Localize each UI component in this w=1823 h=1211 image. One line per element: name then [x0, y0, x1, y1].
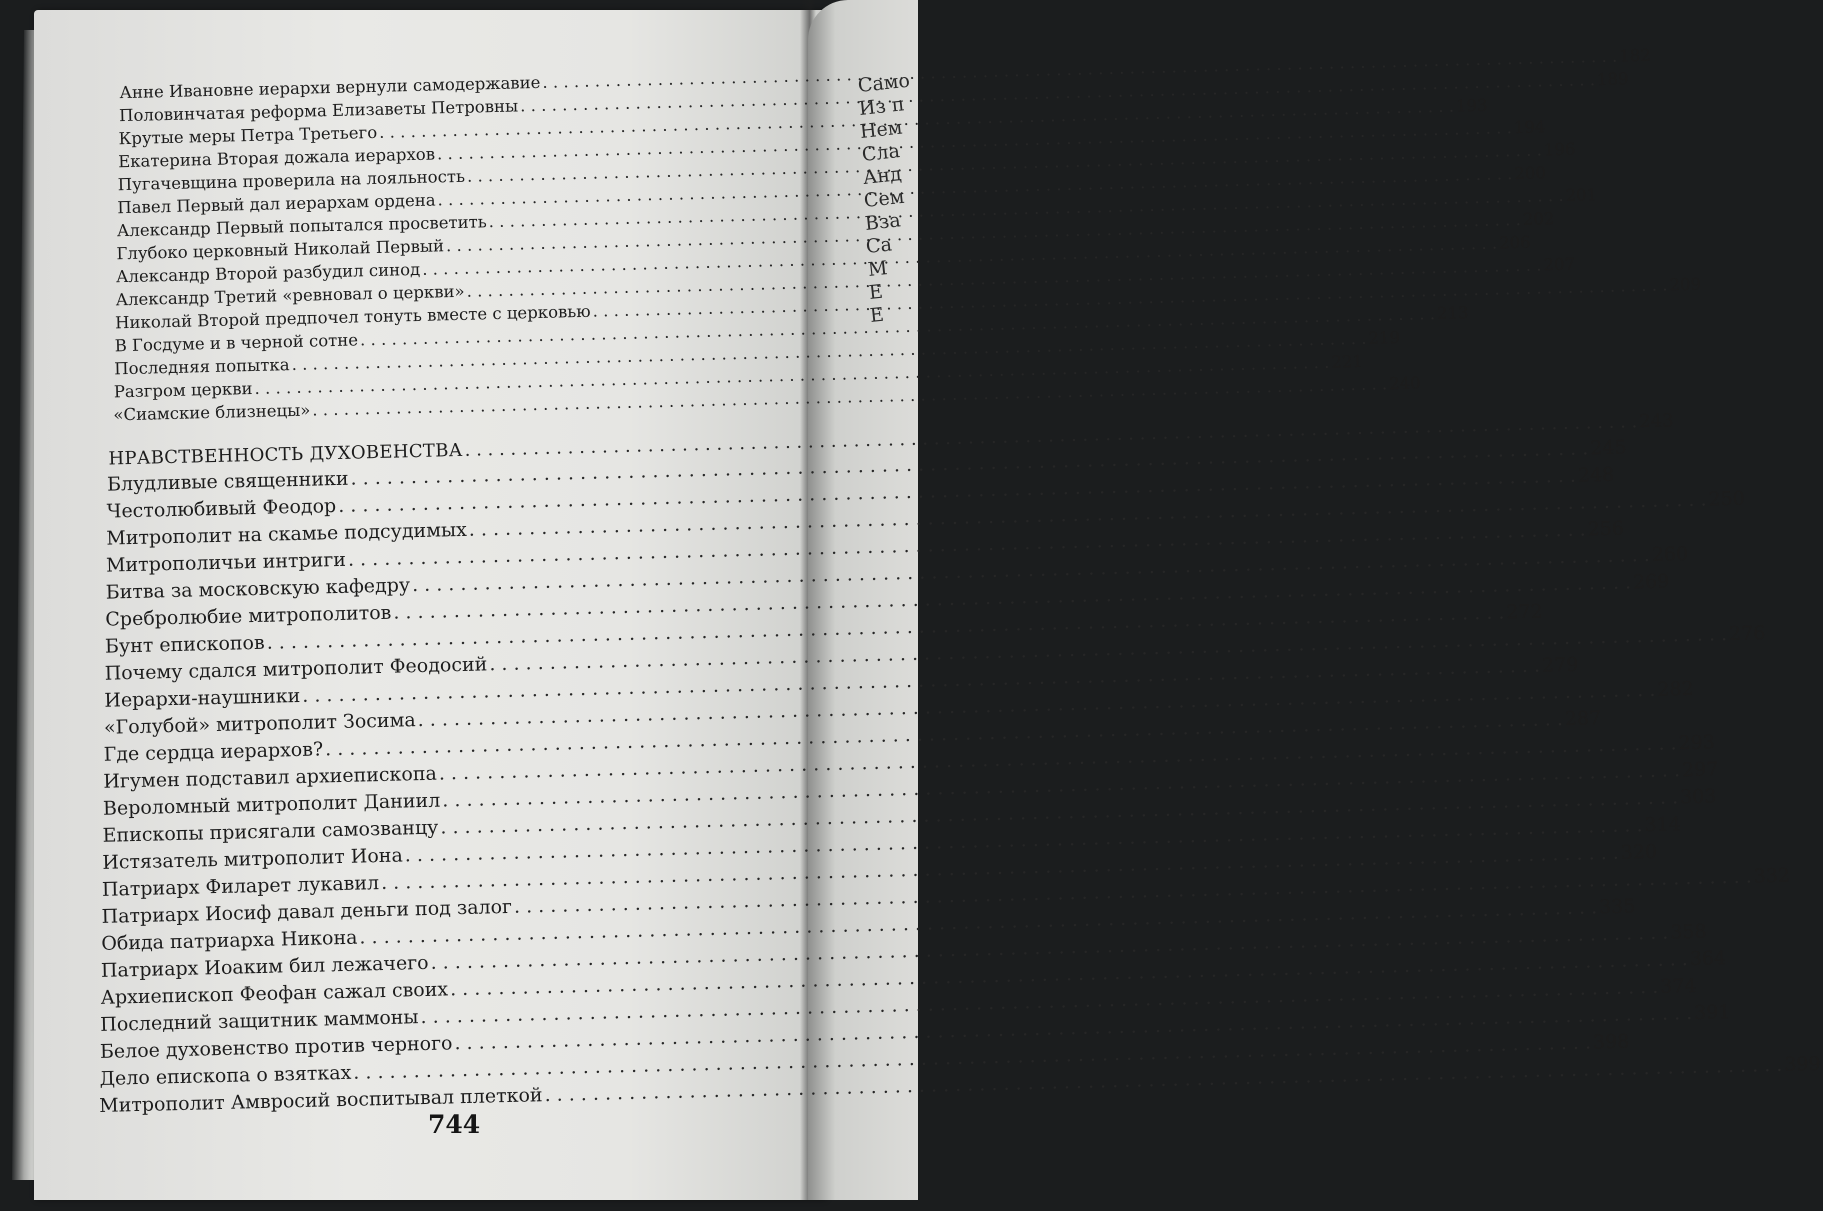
facing-page-fragment: Е [868, 303, 885, 327]
page-number: 744 [428, 1110, 481, 1139]
toc-entry-page: 245 [1589, 436, 1627, 460]
toc-entry-page: 260 [1651, 542, 1689, 566]
toc-entry-page: 314 [1644, 813, 1682, 837]
toc-entry-title: Честолюбивый Феодор [106, 495, 337, 523]
toc-entry-title: Вероломный митрополит Даниил [102, 789, 441, 820]
toc-entry-page: 279 [1541, 653, 1579, 677]
section-heading-title: НРАВСТВЕННОСТЬ ДУХОВЕНСТВА [108, 439, 463, 470]
toc-entry-title: Александр Второй разбудил синод [115, 259, 421, 287]
toc-entry-title: В Госдуме и в черной сотне [114, 330, 359, 356]
toc-entry-title: Последний защитник маммоны [100, 1006, 419, 1036]
toc-entry-page: 189 [1596, 69, 1629, 90]
toc-entry-page: 201 [1565, 185, 1598, 205]
toc-entry-title: Пугачевщина проверила на лояльность [117, 166, 466, 195]
facing-page-fragment: Са [865, 233, 894, 258]
toc-entry-page: 213 [1436, 303, 1469, 324]
toc-entry-page: 207 [1543, 254, 1576, 275]
toc-entry-title: Архиепископ Феофан сажал своих [100, 978, 449, 1009]
facing-page-fragment: Сем [862, 185, 906, 212]
toc-entry-title: Битва за московскую кафедру [105, 574, 411, 604]
toc-entry-page: 399 [1784, 1052, 1821, 1076]
toc-entry-title: Патриарх Филарет лукавил [101, 872, 380, 901]
toc-entry-page: 374 [1660, 974, 1697, 998]
toc-entry-title: Митрополит на скамье подсудимых [106, 518, 468, 550]
toc-entry-page: 206 [1498, 232, 1531, 253]
toc-entry-page: 194 [1513, 117, 1546, 138]
section-heading-page: 243 [1639, 410, 1674, 433]
toc-entry-title: Последняя попытка [114, 355, 290, 379]
toc-entry-page: 320 [1620, 840, 1658, 864]
toc-entry-page: 202 [1522, 209, 1555, 229]
toc-entry-title: Анне Ивановне иерархи вернули самодержавие [119, 72, 541, 103]
toc-entry-title: «Голубой» митрополит Зосима [103, 709, 416, 739]
toc-entry-title: Сребролюбие митрополитов [105, 601, 392, 631]
toc-entry-title: Дело епископа о взятках [99, 1061, 352, 1090]
toc-entry-page: 193 [1455, 95, 1488, 116]
toc-entry-title: Екатерина Вторая дожала иерархов [117, 144, 436, 172]
toc-entry-page: 182 [1618, 45, 1651, 66]
toc-entry-title: Епископы присягали самозванцу [102, 816, 439, 847]
facing-page-fragment: Нем [859, 116, 904, 143]
toc-entry-page: 269 [1632, 570, 1670, 594]
toc-entry-title: Разгром церкви [113, 379, 253, 402]
toc-entry-title: Обида патриарха Никона [101, 926, 358, 955]
toc-entry-page: 297 [1681, 758, 1719, 782]
toc-entry-title: Глубоко церковный Николай Первый [116, 236, 445, 264]
toc-entry-page: 248 [1577, 463, 1615, 487]
toc-entry-title: Игумен подставил архиепископа [103, 762, 438, 793]
facing-page-fragment: Вза [864, 209, 902, 235]
facing-page-fragment: Анд [861, 163, 903, 189]
toc-entry-page: 250 [1708, 487, 1746, 511]
toc-entry-page: 303 [1679, 785, 1717, 809]
toc-entry-title: Патриарх Иосиф давал деньги под залог [101, 895, 513, 928]
toc-entry-page: 221 [1331, 351, 1364, 372]
toc-entry-page: 256 [1587, 517, 1625, 541]
toc-entry-title: Александр Первый попытался просветить [116, 212, 487, 241]
toc-entry-title: Крутые меры Петра Третьего [118, 122, 378, 149]
toc-entry-title: «Сиамские близнецы» [113, 400, 311, 425]
toc-entry-title: Николай Второй предпочел тонуть вместе с церковью [114, 301, 591, 333]
facing-page-fragment: Само [856, 69, 911, 97]
toc-entry-page: 293 [1678, 731, 1716, 755]
toc-entry-page: 332 [1753, 864, 1791, 888]
toc-entry-page: 282 [1657, 677, 1694, 701]
facing-page-fragment: Е [867, 280, 884, 304]
toc-entry-title: Почему сдался митрополит Феодосий [104, 653, 488, 685]
toc-entry-page: 335 [1598, 895, 1636, 919]
toc-entry-page: 196 [1543, 139, 1576, 160]
toc-entry-title: Половинчатая реформа Елизаветы Петровны [118, 96, 519, 126]
toc-entry-title: Митрополичьи интриги [105, 548, 347, 577]
toc-entry-title: Александр Третий «ревновал о церкви» [115, 281, 465, 310]
toc-entry-title: Митрополит Амвросий воспитывал плеткой [98, 1084, 543, 1117]
toc-entry-title: Блудливые священники [106, 467, 349, 496]
toc-entry-page: 240 [1388, 373, 1421, 394]
facing-page-fragment: Сла [860, 140, 901, 166]
toc-entry-page: 276 [1728, 622, 1766, 646]
toc-entry-page: 364 [1689, 947, 1727, 971]
facing-page-fragment: Из п [858, 93, 906, 120]
toc-entry-title: Патриарх Иоаким бил лежачего [100, 951, 429, 982]
toc-entry-page: 358 [1670, 920, 1707, 944]
toc-entry-page: 200 [1514, 163, 1547, 184]
toc-entry-page: 209 [1669, 274, 1702, 295]
toc-entry-title: Бунт епископов [104, 631, 265, 658]
toc-entry-page: 272 [1506, 600, 1543, 624]
facing-page-fragment: М [866, 257, 889, 281]
toc-entry-title: Иерархи-наушники [104, 684, 301, 712]
toc-entry-title: Павел Первый дал иерархам ордена [117, 190, 436, 218]
toc-entry-page: 391 [1693, 1001, 1731, 1024]
toc-entry-page: 287 [1564, 707, 1602, 731]
toc-entry-page: 219 [1368, 327, 1401, 348]
toc-entry-title: Истязатель митрополит Иона [102, 844, 404, 874]
toc-entry-page: 398 [1592, 1030, 1630, 1054]
toc-entry-title: Белое духовенство против черного [99, 1032, 453, 1063]
toc-entry-title: Где сердца иерархов? [103, 738, 324, 766]
